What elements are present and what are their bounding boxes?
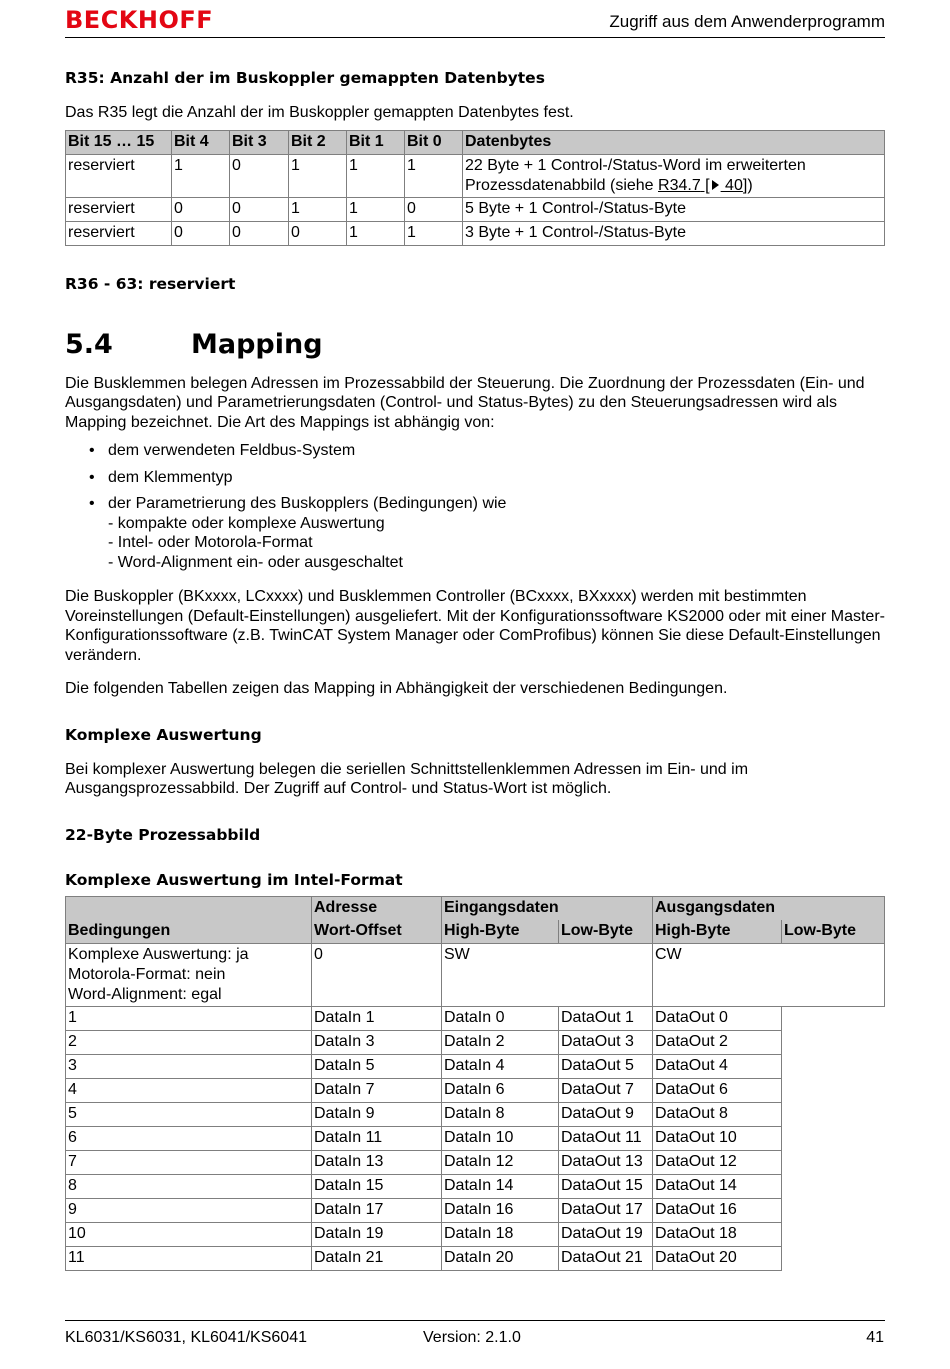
komplex-heading: Komplexe Auswertung xyxy=(65,725,262,744)
table-row xyxy=(66,1054,885,1078)
table-cell: DataOut 5 xyxy=(559,1054,653,1078)
list-item-text: der Parametrierung des Buskopplers (Bedingungen) wie xyxy=(108,495,507,512)
table-cell: DataIn 13 xyxy=(312,1150,442,1174)
column-header: Bit 3 xyxy=(230,130,289,154)
mapping-table xyxy=(65,896,885,1271)
table-cell: DataOut 20 xyxy=(653,1246,782,1270)
bullet-icon: • xyxy=(89,468,95,486)
section-heading xyxy=(65,329,885,360)
footer-page-number: 41 xyxy=(866,1329,884,1346)
column-header: Datenbytes xyxy=(463,130,885,154)
table-row xyxy=(66,154,885,197)
column-header: Wort-Offset xyxy=(312,920,442,944)
mapping-intro: Die Busklemmen belegen Adressen im Prozessabbild der Steuerung. Die Zuordnung der Prozessdaten (Ein- und Ausgangsdaten) und Parametrierungsdaten (Control- und Status-Bytes) zu den Steuerungsadressen wird als Mapping bezeichnet. Die Art des Mappings ist abhängig von: xyxy=(65,374,865,431)
link-text: R34.7 xyxy=(658,176,701,194)
column-header: Ausgangsdaten xyxy=(653,896,885,920)
table-row xyxy=(66,943,885,1006)
table-cell: DataOut 4 xyxy=(653,1054,782,1078)
table-cell: 7 xyxy=(66,1150,312,1174)
table-cell: DataIn 0 xyxy=(442,1006,559,1030)
table-cell: DataOut 9 xyxy=(559,1102,653,1126)
table-row xyxy=(66,1246,885,1270)
footer-divider xyxy=(65,1320,885,1321)
table-cell: 1 xyxy=(405,221,463,245)
table-cell: DataIn 18 xyxy=(442,1222,559,1246)
table-row xyxy=(66,1078,885,1102)
table-cell: 0 xyxy=(405,197,463,221)
table-cell: DataOut 0 xyxy=(653,1006,782,1030)
column-header: Bit 4 xyxy=(172,130,230,154)
column-header: High-Byte xyxy=(653,920,782,944)
table-cell: DataOut 15 xyxy=(559,1174,653,1198)
bullet-icon: • xyxy=(89,495,95,512)
table-cell: DataOut 10 xyxy=(653,1126,782,1150)
table-cell: DataIn 2 xyxy=(442,1030,559,1054)
link-page: 40 xyxy=(720,176,743,194)
table-cell: DataIn 3 xyxy=(312,1030,442,1054)
table-row xyxy=(66,1102,885,1126)
table-cell: DataIn 16 xyxy=(442,1198,559,1222)
table-cell: SW xyxy=(442,943,653,1006)
table-cell: DataOut 19 xyxy=(559,1222,653,1246)
dependency-list xyxy=(65,441,885,572)
table-cell: DataOut 16 xyxy=(653,1198,782,1222)
table-cell: DataOut 11 xyxy=(559,1126,653,1150)
table-cell: DataIn 5 xyxy=(312,1054,442,1078)
table-cell: 2 xyxy=(66,1030,312,1054)
table-cell: 0 xyxy=(172,221,230,245)
table-cell: DataOut 6 xyxy=(653,1078,782,1102)
table-cell: 1 xyxy=(172,154,230,197)
table-cell: 0 xyxy=(172,197,230,221)
mapping-table-heading: Komplexe Auswertung im Intel-Format xyxy=(65,870,403,889)
table-row xyxy=(66,1150,885,1174)
table-cell: 6 xyxy=(66,1126,312,1150)
table-cell: 0 xyxy=(230,154,289,197)
table-cell: DataIn 10 xyxy=(442,1126,559,1150)
table-cell: DataOut 3 xyxy=(559,1030,653,1054)
page-content xyxy=(65,66,885,1271)
condition-text: Motorola-Format: nein xyxy=(68,965,226,983)
table-cell: DataIn 17 xyxy=(312,1198,442,1222)
column-header: High-Byte xyxy=(442,920,559,944)
r35-intro: Das R35 legt die Anzahl der im Buskoppler gemappten Datenbytes fest. xyxy=(65,104,574,121)
table-cell: DataIn 1 xyxy=(312,1006,442,1030)
table-cell: DataOut 12 xyxy=(653,1150,782,1174)
column-header: Bit 15 … 15 xyxy=(66,130,172,154)
section-number: 5.4 xyxy=(65,328,113,360)
r35-heading: R35: Anzahl der im Buskoppler gemappten Datenbytes xyxy=(65,69,545,87)
page-arrow-icon xyxy=(712,180,719,190)
table-cell: DataIn 8 xyxy=(442,1102,559,1126)
table-cell: 1 xyxy=(405,154,463,197)
table-cell: 4 xyxy=(66,1078,312,1102)
desc-line-1: 22 Byte + 1 Control-/Status-Word im erweiterten xyxy=(465,156,806,174)
table-cell: DataIn 4 xyxy=(442,1054,559,1078)
sub-item: - kompakte oder komplexe Auswertung xyxy=(108,514,385,532)
column-header: Bit 1 xyxy=(347,130,405,154)
table-cell: DataOut 13 xyxy=(559,1150,653,1174)
table-cell: DataIn 14 xyxy=(442,1174,559,1198)
table-cell: 3 Byte + 1 Control-/Status-Byte xyxy=(463,221,885,245)
table-row xyxy=(66,1198,885,1222)
sub-item: - Intel- oder Motorola-Format xyxy=(108,534,313,551)
table-cell: DataIn 20 xyxy=(442,1246,559,1270)
list-item xyxy=(65,468,885,488)
table-cell: 5 xyxy=(66,1102,312,1126)
bullet-icon: • xyxy=(89,442,95,459)
desc-suffix: ) xyxy=(747,176,753,194)
table-cell: DataIn 9 xyxy=(312,1102,442,1126)
r35-table-header xyxy=(66,130,885,154)
table-row xyxy=(66,1006,885,1030)
table-cell: 1 xyxy=(347,154,405,197)
table-cell: DataOut 8 xyxy=(653,1102,782,1126)
table-cell: DataIn 6 xyxy=(442,1078,559,1102)
section-title: Mapping xyxy=(191,328,323,360)
footer-product: KL6031/KS6031, KL6041/KS6041 xyxy=(65,1329,307,1346)
sub-item: - Word-Alignment ein- oder ausgeschaltet xyxy=(108,553,403,571)
table-cell: 0 xyxy=(230,197,289,221)
column-header xyxy=(66,896,312,920)
table-cell: DataOut 14 xyxy=(653,1174,782,1198)
list-item-text: dem Klemmentyp xyxy=(108,468,233,486)
link-bracket: [ xyxy=(700,176,710,194)
list-item-text: dem verwendeten Feldbus-System xyxy=(108,442,356,459)
default-settings-paragraph: Die Buskoppler (BKxxxx, LCxxxx) und Busklemmen Controller (BCxxxx, BXxxxx) werden mit bestimmten Voreinstellungen (Default-Einstellungen) ausgeliefert. Mit der Konfigurationssoftware KS2000 oder mit einer Master-Konfigurationssoftware (z.B. TwinCAT System Manager oder ComProfibus) können Sie diese Default-Einstellungen verändern. xyxy=(65,588,885,664)
table-cell: 11 xyxy=(66,1246,312,1270)
table-cell: 1 xyxy=(66,1006,312,1030)
table-cell: DataIn 12 xyxy=(442,1150,559,1174)
r36-heading: R36 - 63: reserviert xyxy=(65,274,236,293)
list-item xyxy=(65,441,885,461)
table-row xyxy=(66,1030,885,1054)
table-cell: 5 Byte + 1 Control-/Status-Byte xyxy=(463,197,885,221)
komplex-text: Bei komplexer Auswertung belegen die seriellen Schnittstellenklemmen Adressen im Ein- und im Ausgangsprozessabbild. Der Zugriff auf Control- und Status-Wort ist möglich. xyxy=(65,760,749,797)
table-cell: DataIn 21 xyxy=(312,1246,442,1270)
table-cell: DataIn 15 xyxy=(312,1174,442,1198)
header-title: Zugriff aus dem Anwenderprogramm xyxy=(609,12,885,31)
link-bracket: ] xyxy=(742,176,748,194)
condition-text: Word-Alignment: egal xyxy=(68,985,222,1003)
table-row xyxy=(66,197,885,221)
table-cell: DataIn 19 xyxy=(312,1222,442,1246)
column-header: Adresse xyxy=(312,896,442,920)
column-header: Eingangsdaten xyxy=(442,896,653,920)
table-cell: CW xyxy=(653,943,885,1006)
table-cell xyxy=(463,154,885,197)
table-cell: DataOut 18 xyxy=(653,1222,782,1246)
column-header: Bit 2 xyxy=(289,130,347,154)
list-item xyxy=(65,494,885,572)
tables-intro-paragraph: Die folgenden Tabellen zeigen das Mapping in Abhängigkeit der verschiedenen Bedingungen. xyxy=(65,680,728,697)
table-cell: reserviert xyxy=(66,221,172,245)
table-cell: 1 xyxy=(347,197,405,221)
column-header: Bedingungen xyxy=(66,920,312,944)
r35-table xyxy=(65,130,885,246)
byte22-heading: 22-Byte Prozessabbild xyxy=(65,825,261,844)
conditions-cell xyxy=(66,943,312,1006)
table-cell: DataIn 11 xyxy=(312,1126,442,1150)
table-cell: 9 xyxy=(66,1198,312,1222)
table-row xyxy=(66,1174,885,1198)
table-cell: DataOut 17 xyxy=(559,1198,653,1222)
table-cell: DataOut 2 xyxy=(653,1030,782,1054)
table-cell: 8 xyxy=(66,1174,312,1198)
column-header: Low-Byte xyxy=(782,920,885,944)
table-cell: 1 xyxy=(347,221,405,245)
table-cell: 0 xyxy=(289,221,347,245)
table-cell: DataOut 21 xyxy=(559,1246,653,1270)
mapping-table-sub-header xyxy=(66,920,885,944)
table-cell: DataOut 1 xyxy=(559,1006,653,1030)
table-row xyxy=(66,1222,885,1246)
table-cell: 3 xyxy=(66,1054,312,1078)
column-header: Low-Byte xyxy=(559,920,653,944)
column-header: Bit 0 xyxy=(405,130,463,154)
table-cell: reserviert xyxy=(66,197,172,221)
table-cell: 10 xyxy=(66,1222,312,1246)
mapping-table-top-header xyxy=(66,896,885,920)
table-cell: reserviert xyxy=(66,154,172,197)
table-cell: DataIn 7 xyxy=(312,1078,442,1102)
table-cell: DataOut 7 xyxy=(559,1078,653,1102)
table-row xyxy=(66,221,885,245)
condition-text: Komplexe Auswertung: ja xyxy=(68,945,249,963)
table-cell: 0 xyxy=(312,943,442,1006)
footer-version: Version: 2.1.0 xyxy=(423,1329,521,1346)
desc-line-2: Prozessdatenabbild (siehe xyxy=(465,176,659,194)
r34-7-link[interactable] xyxy=(658,177,747,194)
table-cell: 1 xyxy=(289,154,347,197)
header-divider xyxy=(65,37,885,38)
table-cell: 0 xyxy=(230,221,289,245)
beckhoff-logo: BECKHOFF xyxy=(65,6,214,34)
table-cell: 1 xyxy=(289,197,347,221)
table-row xyxy=(66,1126,885,1150)
